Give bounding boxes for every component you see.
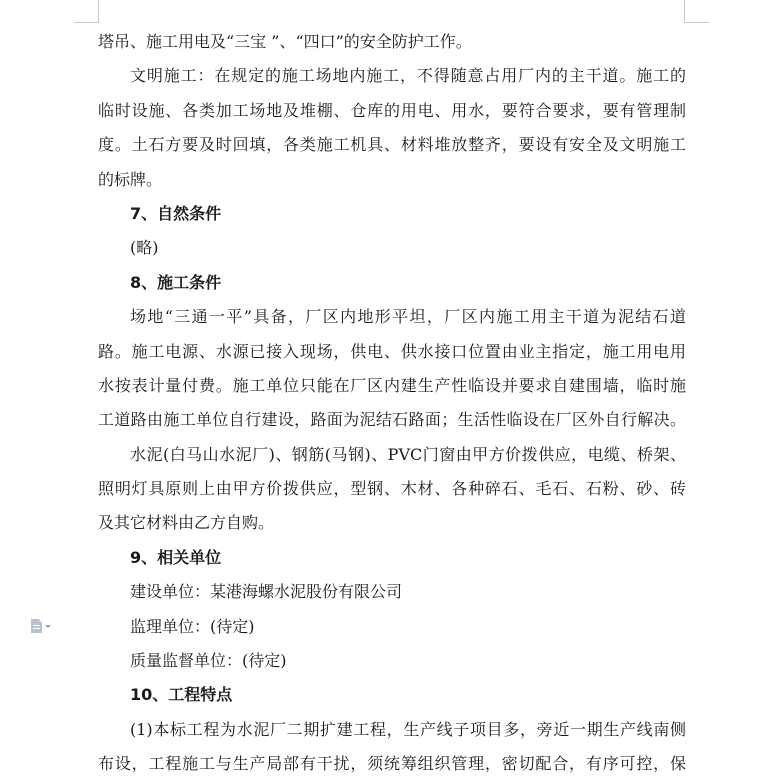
- paragraph-site-conditions: 场地“三通一平”具备，厂区内地形平坦，厂区内施工用主干道为泥结石道: [130, 307, 686, 327]
- document-body[interactable]: [98, 25, 686, 780]
- page-icon: [31, 619, 42, 633]
- quality-supervision-unit-line: 质量监督单位：(待定): [130, 651, 287, 671]
- section-heading-natural-conditions: 7、自然条件: [130, 203, 222, 223]
- text-line: 临时设施、各类加工场地及堆棚、仓库的用电、用水，要符合要求，要有管理制: [98, 100, 686, 120]
- text-line: 路。施工电源、水源已接入现场，供电、供水接口位置由业主指定，施工用电用: [98, 341, 686, 361]
- text-line: 照明灯具原则上由甲方价拨供应，型钢、木材、各种碎石、毛石、石粉、砂、砖: [98, 479, 686, 499]
- section-heading-construction-conditions: 8、施工条件: [130, 272, 222, 292]
- text-line: 水按表计量付费。施工单位只能在厂区内建生产性临设并要求自建围墙，临时施: [98, 375, 686, 395]
- paragraph-civilized-construction: 文明施工：在规定的施工场地内施工，不得随意占用厂内的主干道。施工的: [130, 66, 686, 86]
- construction-unit-line: 建设单位：某港海螺水泥股份有限公司: [130, 582, 403, 602]
- text-line: 度。土石方要及时回填，各类施工机具、材料堆放整齐，要设有安全及文明施工: [98, 135, 686, 155]
- text-line: 的标牌。: [98, 169, 163, 189]
- paragraph-materials-supply: 水泥(白马山水泥厂)、钢筋(马钢)、PVC门窗由甲方价拨供应，电缆、桥架、: [130, 444, 686, 464]
- text-line: 布设，工程施工与生产局部有干扰，须统筹组织管理，密切配合，有序可控，保: [98, 754, 686, 774]
- crop-mark-top-right: [684, 0, 685, 22]
- text-line: (略): [130, 238, 159, 258]
- crop-mark-top-right-horizontal: [684, 22, 709, 23]
- section-heading-related-units: 9、相关单位: [130, 547, 222, 567]
- crop-mark-top-left-horizontal: [74, 22, 99, 23]
- crop-mark-top-left: [98, 0, 99, 22]
- text-line: 塔吊、施工用电及“三宝 ”、“四口”的安全防护工作。: [98, 32, 472, 51]
- supervision-unit-line: 监理单位：(待定): [130, 616, 255, 636]
- chevron-down-icon: [45, 625, 51, 628]
- document-icon[interactable]: [31, 617, 59, 635]
- text-line: 工道路由施工单位自行建设，路面为泥结石路面；生活性临设在厂区外自行解决。: [98, 410, 686, 430]
- paragraph-project-feature-1: (1)本标工程为水泥厂二期扩建工程，生产线子项目多，旁近一期生产线南侧: [130, 719, 686, 739]
- text-line: 及其它材料由乙方自购。: [98, 513, 275, 533]
- section-heading-project-features: 10、工程特点: [130, 685, 233, 705]
